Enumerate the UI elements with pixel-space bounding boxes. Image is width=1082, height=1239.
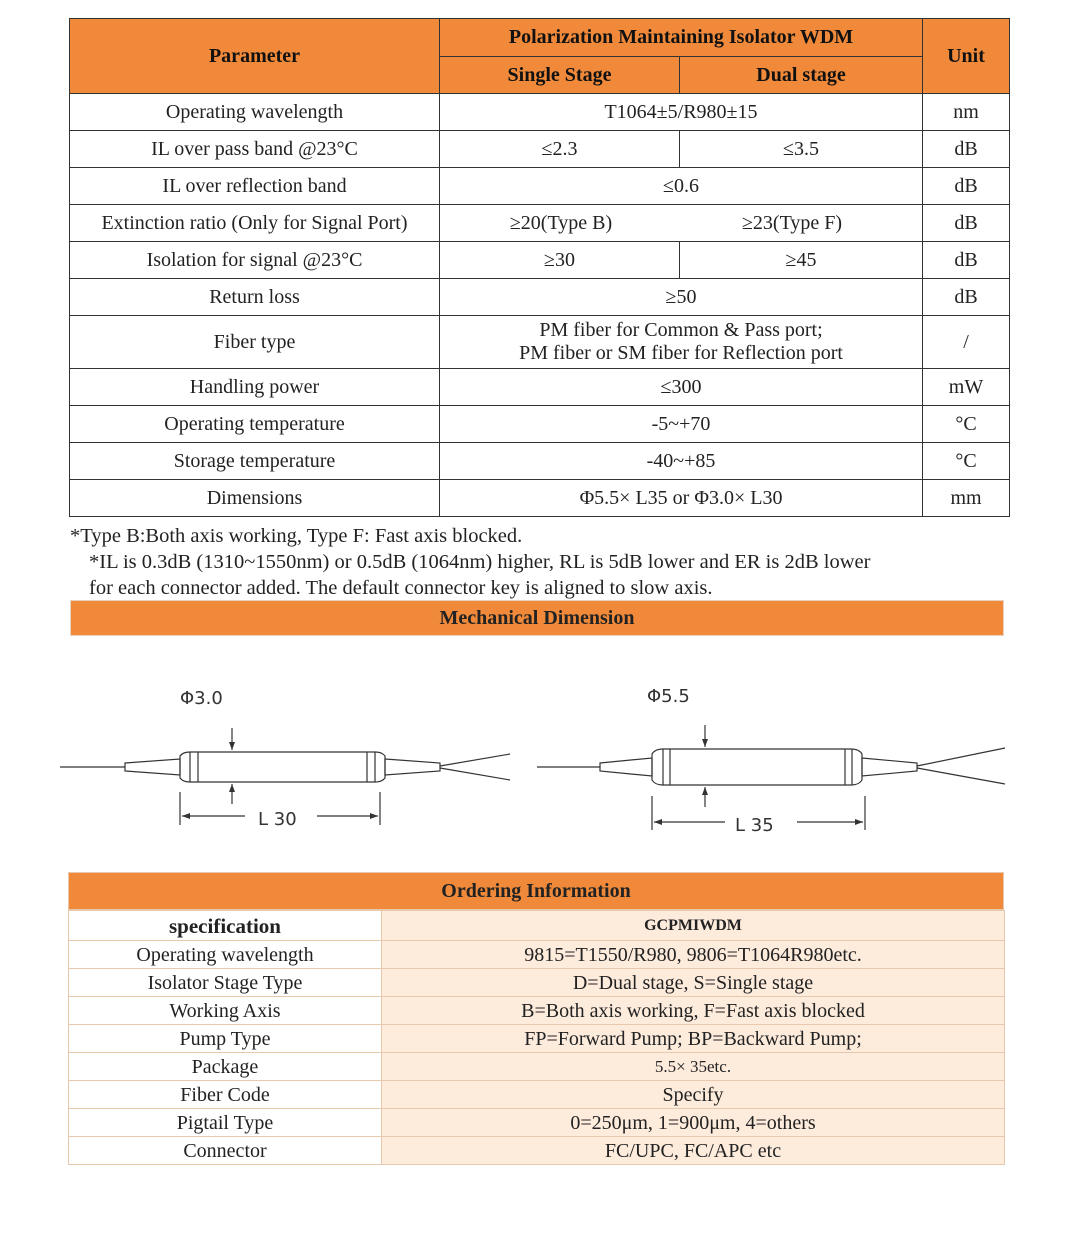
order-label: Isolator Stage Type bbox=[69, 969, 382, 997]
dual-stage-header: Dual stage bbox=[680, 57, 923, 94]
table-row bbox=[70, 242, 1010, 279]
table-row bbox=[70, 443, 1010, 480]
fiber-type-value-cell bbox=[440, 316, 923, 369]
table-row bbox=[69, 997, 1005, 1025]
dual-value-cell: ≥45 bbox=[680, 242, 923, 279]
footnote-type: *Type B:Both axis working, Type F: Fast axis blocked. bbox=[70, 525, 523, 547]
param-cell: Dimensions bbox=[70, 480, 440, 517]
unit-cell: dB bbox=[923, 168, 1010, 205]
value-cell: ≤0.6 bbox=[440, 168, 923, 205]
table-row bbox=[70, 279, 1010, 316]
table-row bbox=[69, 1081, 1005, 1109]
right-length-label: L 35 bbox=[735, 815, 774, 836]
footnotes bbox=[70, 523, 989, 601]
single-stage-header: Single Stage bbox=[440, 57, 680, 94]
mechanical-dimension-title: Mechanical Dimension bbox=[70, 600, 1004, 636]
order-label: Fiber Code bbox=[69, 1081, 382, 1109]
table-row bbox=[69, 969, 1005, 997]
value-cell: ≤300 bbox=[440, 369, 923, 406]
type-b-value: ≥20(Type B) bbox=[509, 211, 613, 234]
order-value: 0=250μm, 1=900μm, 4=others bbox=[382, 1109, 1005, 1137]
param-cell: Storage temperature bbox=[70, 443, 440, 480]
table-row bbox=[70, 205, 1010, 242]
param-cell: Operating temperature bbox=[70, 406, 440, 443]
code-header: GCPMIWDM bbox=[382, 911, 1005, 941]
unit-cell: nm bbox=[923, 94, 1010, 131]
product-header: Polarization Maintaining Isolator WDM bbox=[440, 19, 923, 57]
param-cell: Isolation for signal @23°C bbox=[70, 242, 440, 279]
unit-cell: dB bbox=[923, 279, 1010, 316]
param-cell: IL over pass band @23°C bbox=[70, 131, 440, 168]
unit-header: Unit bbox=[923, 19, 1010, 94]
ordering-information bbox=[68, 872, 1004, 1165]
mechanical-drawing bbox=[55, 670, 1015, 840]
table-row bbox=[69, 1109, 1005, 1137]
order-value: FP=Forward Pump; BP=Backward Pump; bbox=[382, 1025, 1005, 1053]
table-row bbox=[70, 131, 1010, 168]
table-row bbox=[69, 1053, 1005, 1081]
parameter-header: Parameter bbox=[70, 19, 440, 94]
footnote-il-cont: for each connector added. The default connector key is aligned to slow axis. bbox=[89, 577, 713, 599]
param-cell: Handling power bbox=[70, 369, 440, 406]
table-row bbox=[69, 941, 1005, 969]
right-diameter-label: Φ5.5 bbox=[647, 686, 690, 707]
table-row bbox=[70, 168, 1010, 205]
left-length-label: L 30 bbox=[258, 809, 297, 830]
unit-cell: dB bbox=[923, 242, 1010, 279]
unit-cell: dB bbox=[923, 205, 1010, 242]
single-value-cell: ≥30 bbox=[440, 242, 680, 279]
unit-cell: °C bbox=[923, 443, 1010, 480]
fiber-type-line2: PM fiber or SM fiber for Reflection port bbox=[519, 342, 843, 364]
param-cell: Operating wavelength bbox=[70, 94, 440, 131]
spec-table bbox=[69, 18, 1010, 517]
left-diameter-label: Φ3.0 bbox=[180, 688, 223, 709]
table-row bbox=[70, 480, 1010, 517]
unit-cell: °C bbox=[923, 406, 1010, 443]
order-value: FC/UPC, FC/APC etc bbox=[382, 1137, 1005, 1165]
order-value: B=Both axis working, F=Fast axis blocked bbox=[382, 997, 1005, 1025]
order-label: Connector bbox=[69, 1137, 382, 1165]
order-value: D=Dual stage, S=Single stage bbox=[382, 969, 1005, 997]
table-row bbox=[69, 911, 1005, 941]
fiber-type-line1: PM fiber for Common & Pass port; bbox=[539, 319, 823, 341]
order-value: 5.5× 35etc. bbox=[382, 1053, 1005, 1081]
table-row bbox=[69, 1025, 1005, 1053]
order-label: Pigtail Type bbox=[69, 1109, 382, 1137]
footnote-il: *IL is 0.3dB (1310~1550nm) or 0.5dB (1064nm) higher, RL is 5dB lower and ER is 2dB lower bbox=[89, 551, 871, 573]
order-value: 9815=T1550/R980, 9806=T1064R980etc. bbox=[382, 941, 1005, 969]
order-label: Working Axis bbox=[69, 997, 382, 1025]
value-cell: -5~+70 bbox=[440, 406, 923, 443]
dual-value-cell: ≤3.5 bbox=[680, 131, 923, 168]
unit-cell: mm bbox=[923, 480, 1010, 517]
param-cell: IL over reflection band bbox=[70, 168, 440, 205]
param-cell: Return loss bbox=[70, 279, 440, 316]
order-label: Package bbox=[69, 1053, 382, 1081]
param-cell: Extinction ratio (Only for Signal Port) bbox=[70, 205, 440, 242]
table-row bbox=[70, 94, 1010, 131]
spec-header: specification bbox=[69, 911, 382, 941]
extinction-value-cell bbox=[440, 205, 923, 242]
unit-cell: mW bbox=[923, 369, 1010, 406]
single-value-cell: ≤2.3 bbox=[440, 131, 680, 168]
value-cell: T1064±5/R980±15 bbox=[440, 94, 923, 131]
ordering-table bbox=[68, 910, 1005, 1165]
type-f-value: ≥23(Type F) bbox=[741, 211, 843, 234]
value-cell: ≥50 bbox=[440, 279, 923, 316]
table-row bbox=[70, 369, 1010, 406]
ordering-title: Ordering Information bbox=[68, 872, 1004, 910]
value-cell: -40~+85 bbox=[440, 443, 923, 480]
table-row bbox=[70, 406, 1010, 443]
param-cell: Fiber type bbox=[70, 316, 440, 369]
order-label: Pump Type bbox=[69, 1025, 382, 1053]
order-value: Specify bbox=[382, 1081, 1005, 1109]
table-row bbox=[70, 316, 1010, 369]
order-label: Operating wavelength bbox=[69, 941, 382, 969]
value-cell: Φ5.5× L35 or Φ3.0× L30 bbox=[440, 480, 923, 517]
unit-cell: dB bbox=[923, 131, 1010, 168]
table-row bbox=[69, 1137, 1005, 1165]
unit-cell: / bbox=[923, 316, 1010, 369]
